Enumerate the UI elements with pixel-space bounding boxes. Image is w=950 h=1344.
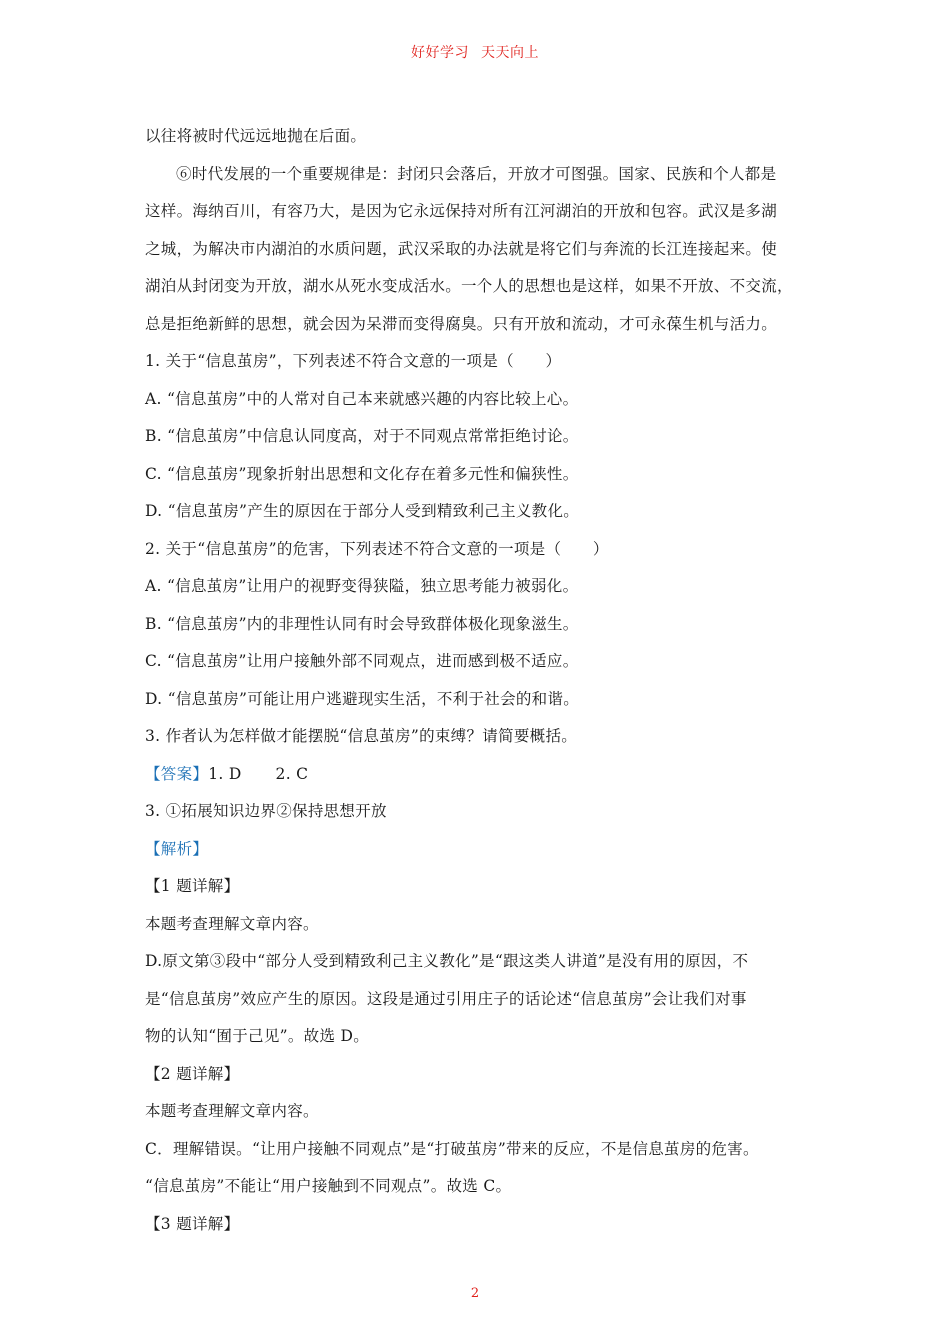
detail-2-line: “信息茧房”不能让“用户接触到不同观点”。故选 C。 — [145, 1177, 512, 1195]
detail-1-line: D.原文第③段中“部分人受到精致利己主义教化”是“跟这类人讲道”是没有用的原因，不 — [145, 952, 749, 970]
question-2-option-a: A. “信息茧房”让用户的视野变得狭隘，独立思考能力被弱化。 — [145, 577, 579, 595]
answer-tag: 【答案】 — [145, 764, 209, 783]
detail-2-line: C．理解错误。“让用户接触不同观点”是“打破茧房”带来的反应，不是信息茧房的危害。 — [145, 1139, 759, 1158]
question-1-option-a: A. “信息茧房”中的人常对自己本来就感兴趣的内容比较上心。 — [145, 389, 579, 408]
question-1-option-b: B. “信息茧房”中信息认同度高，对于不同观点常常拒绝讨论。 — [145, 427, 579, 445]
answer-3: 3. ①拓展知识边界②保持思想开放 — [145, 802, 387, 820]
paragraph-6-line: 这样。海纳百川，有容乃大，是因为它永远保持对所有江河湖泊的开放和包容。武汉是多湖 — [145, 202, 778, 220]
question-1-option-c: C. “信息茧房”现象折射出思想和文化存在着多元性和偏狭性。 — [145, 464, 579, 483]
answer-1: 1. D — [208, 764, 242, 783]
answer-2: 2. C — [275, 764, 309, 783]
page-header — [0, 42, 950, 62]
detail-1-line: 是“信息茧房”效应产生的原因。这段是通过引用庄子的话论述“信息茧房”会让我们对事 — [145, 989, 747, 1008]
answer-line — [145, 756, 813, 794]
question-1-option-d: D. “信息茧房”产生的原因在于部分人受到精致利己主义教化。 — [145, 502, 580, 520]
question-2-stem: 2. 关于“信息茧房”的危害，下列表述不符合文意的一项是（ ） — [145, 539, 609, 558]
analysis-tag: 【解析】 — [145, 839, 209, 858]
detail-2-title: 【2 题详解】 — [145, 1064, 240, 1083]
paragraph-6-line: 湖泊从封闭变为开放，湖水从死水变成活水。一个人的思想也是这样，如果不开放、不交流， — [145, 277, 793, 295]
page-number: 2 — [470, 1286, 480, 1301]
detail-1-intro: 本题考查理解文章内容。 — [145, 914, 319, 933]
detail-2-intro: 本题考查理解文章内容。 — [145, 1102, 319, 1120]
header-motto-part2: 天天向上 — [481, 45, 539, 61]
question-1-stem: 1. 关于“信息茧房”，下列表述不符合文意的一项是（ ） — [145, 352, 562, 370]
document-body — [145, 118, 813, 1243]
question-2-option-c: C. “信息茧房”让用户接触外部不同观点，进而感到极不适应。 — [145, 652, 579, 670]
detail-3-title: 【3 题详解】 — [145, 1214, 240, 1233]
detail-1-title: 【1 题详解】 — [145, 877, 240, 895]
paragraph-6-line: ⑥时代发展的一个重要规律是：封闭只会落后，开放才可图强。国家、民族和个人都是 — [176, 164, 777, 183]
paragraph-6-line: 总是拒绝新鲜的思想，就会因为呆滞而变得腐臭。只有开放和流动，才可永葆生机与活力。 — [145, 314, 778, 333]
question-3-stem: 3. 作者认为怎样做才能摆脱“信息茧房”的束缚？请简要概括。 — [145, 727, 578, 745]
detail-1-line: 物的认知“囿于己见”。故选 D。 — [145, 1027, 370, 1045]
question-2-option-d: D. “信息茧房”可能让用户逃避现实生活，不利于社会的和谐。 — [145, 689, 580, 708]
question-2-option-b: B. “信息茧房”内的非理性认同有时会导致群体极化现象滋生。 — [145, 614, 579, 633]
header-motto-part1: 好好学习 — [411, 45, 469, 61]
paragraph-6-line: 之城，为解决市内湖泊的水质问题，武汉采取的办法就是将它们与奔流的长江连接起来。使 — [145, 239, 778, 258]
passage-line: 以往将被时代远远地抛在后面。 — [145, 127, 367, 145]
